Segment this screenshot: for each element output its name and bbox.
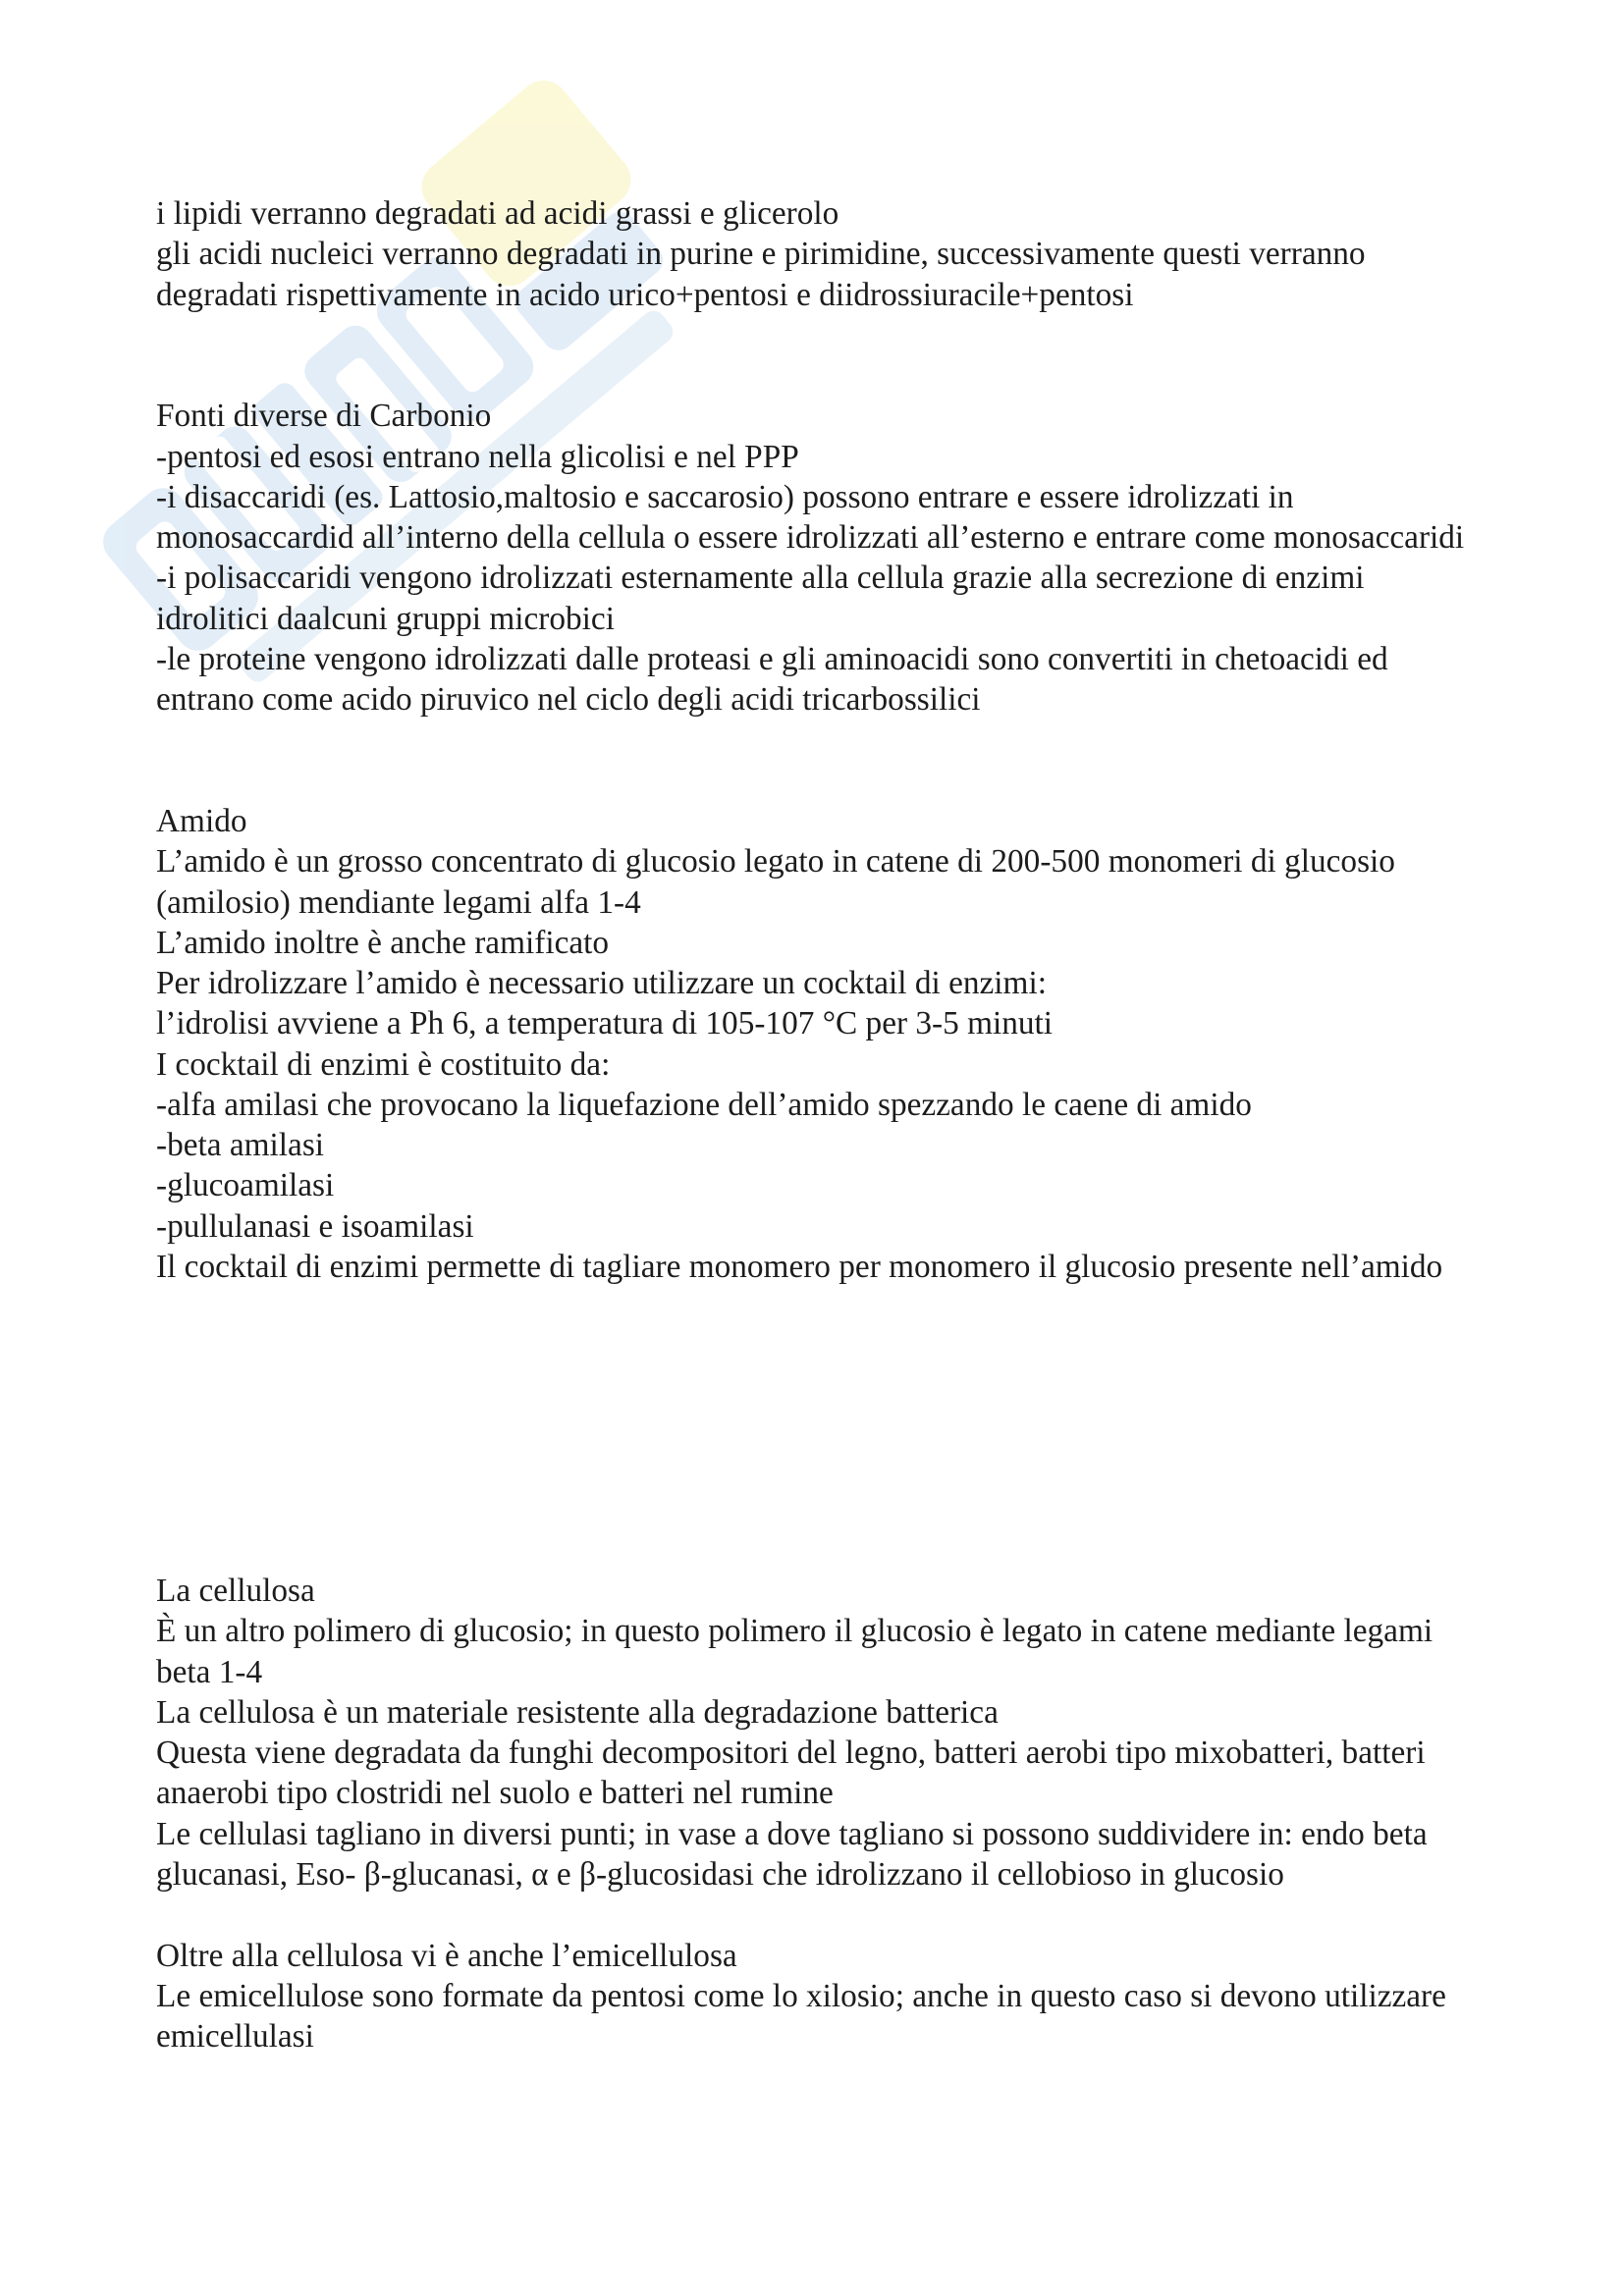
text-line: -beta amilasi bbox=[156, 1127, 325, 1164]
text-line: l’idrolisi avviene a Ph 6, a temperatura di 105-107 °C per 3-5 minuti bbox=[156, 1005, 1054, 1042]
text-line: i lipidi verranno degradati ad acidi grassi e glicerolo bbox=[156, 195, 839, 232]
text-line: -i disaccaridi (es. Lattosio,maltosio e saccarosio) possono entrare e essere idrolizzati in bbox=[156, 478, 1294, 515]
starch-section bbox=[156, 801, 1531, 1287]
text-line: -glucoamilasi bbox=[156, 1167, 335, 1204]
text-line: I cocktail di enzimi è costituito da: bbox=[156, 1045, 611, 1083]
text-line: -pentosi ed esosi entrano nella glicolisi e nel PPP bbox=[156, 438, 799, 475]
text-line: gli acidi nucleici verranno degradati in purine e pirimidine, successivamente questi verranno bbox=[156, 236, 1366, 273]
text-line: Questa viene degradata da funghi decompositori del legno, batteri aerobi tipo mixobatteri, batteri bbox=[156, 1735, 1426, 1772]
text-line: beta 1-4 bbox=[156, 1653, 263, 1690]
text-line: glucanasi, Eso- β-glucanasi, α e β-glucosidasi che idrolizzano il cellobioso in glucosio bbox=[156, 1856, 1284, 1894]
text-line: È un altro polimero di glucosio; in questo polimero il glucosio è legato in catene mediante legami bbox=[156, 1613, 1434, 1650]
section-heading: Amido bbox=[156, 803, 247, 840]
cellulose-section bbox=[156, 1571, 1531, 1895]
hemicellulose-paragraph bbox=[156, 1936, 1531, 2057]
text-line: L’amido è un grosso concentrato di glucosio legato in catene di 200-500 monomeri di glucosio bbox=[156, 843, 1395, 881]
lipids-nucleic-acids-paragraph bbox=[156, 193, 1531, 315]
text-line: -i polisaccaridi vengono idrolizzati esternamente alla cellula grazie alla secrezione di enzimi bbox=[156, 560, 1365, 597]
text-line: degradati rispettivamente in acido urico+pentosi e diidrossiuracile+pentosi bbox=[156, 276, 1134, 313]
text-line: Le emicellulose sono formate da pentosi come lo xilosio; anche in questo caso si devono utilizzare bbox=[156, 1977, 1446, 2014]
text-line: emicellulasi bbox=[156, 2018, 314, 2056]
text-line: Le cellulasi tagliano in diversi punti; in vase a dove tagliano si possono suddividere in: endo beta bbox=[156, 1815, 1428, 1852]
text-line: -le proteine vengono idrolizzati dalle proteasi e gli aminoacidi sono convertiti in chetoacidi ed bbox=[156, 640, 1388, 677]
text-line: monosaccardid all’interno della cellula o essere idrolizzati all’esterno e entrare come monosaccaridi bbox=[156, 519, 1465, 557]
text-line: Oltre alla cellulosa vi è anche l’emicellulosa bbox=[156, 1937, 737, 1974]
text-line: entrano come acido piruvico nel ciclo degli acidi tricarbossilici bbox=[156, 681, 981, 719]
text-line: -alfa amilasi che provocano la liquefazione dell’amido spezzando le caene di amido bbox=[156, 1086, 1252, 1123]
text-line: idrolitici daalcuni gruppi microbici bbox=[156, 600, 615, 637]
text-line: -pullulanasi e isoamilasi bbox=[156, 1207, 474, 1245]
text-line: La cellulosa è un materiale resistente alla degradazione batterica bbox=[156, 1693, 999, 1731]
text-line: (amilosio) mendiante legami alfa 1-4 bbox=[156, 883, 641, 921]
text-line: anaerobi tipo clostridi nel suolo e batteri nel rumine bbox=[156, 1775, 834, 1812]
section-heading: Fonti diverse di Carbonio bbox=[156, 398, 492, 435]
text-line: Il cocktail di enzimi permette di tagliare monomero per monomero il glucosio presente nell’amido bbox=[156, 1248, 1443, 1285]
section-heading: La cellulosa bbox=[156, 1573, 315, 1610]
text-line: L’amido inoltre è anche ramificato bbox=[156, 924, 610, 961]
document-body bbox=[156, 193, 1531, 2056]
carbon-sources-section bbox=[156, 396, 1531, 720]
text-line: Per idrolizzare l’amido è necessario utilizzare un cocktail di enzimi: bbox=[156, 965, 1047, 1002]
